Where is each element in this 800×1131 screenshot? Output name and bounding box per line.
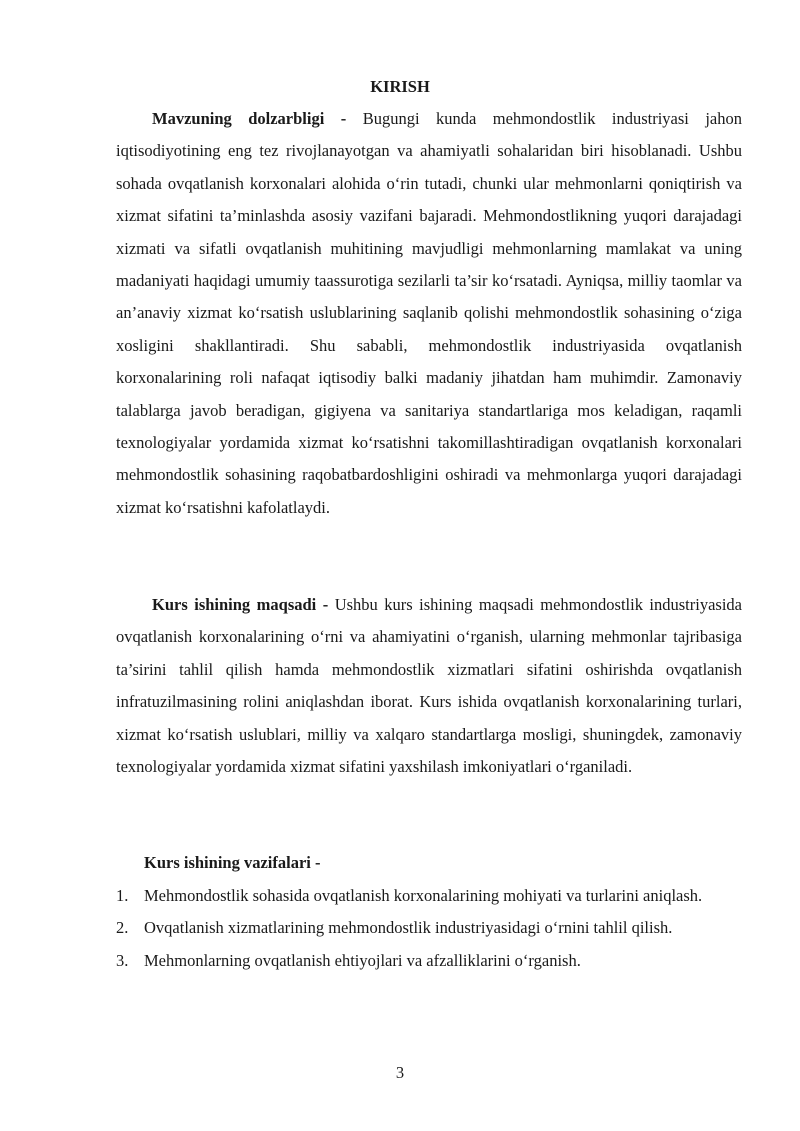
list-item-text: Ovqatlanish xizmatlarining mehmondostlik industriyasidagi o‘rnini tahlil qilish. <box>144 918 673 938</box>
tasks-list <box>116 880 742 977</box>
list-item-number: 1. <box>116 886 129 905</box>
relevance-paragraph <box>116 103 742 524</box>
tasks-title: Kurs ishining vazifalari - <box>144 853 321 872</box>
list-item-text: Mehmonlarning ovqatlanish ehtiyojlari va afzalliklarini o‘rganish. <box>144 950 581 970</box>
list-item <box>116 912 742 944</box>
relevance-text: Bugungi kunda mehmondostlik industriyasi jahon iqtisodiyotining eng tez rivojlanayotgan va ahamiyatli sohalaridan biri hisoblanadi. Ushbu sohada ovqatlanish korxonalari alohida o‘rin tutadi, chunki ular mehmonlarni qoniqtirish va xizmat sifatini ta’minlashda asosiy vazifani bajaradi. Mehmondostlikning yuqori darajadagi xizmati va sifatli ovqatlanish muhitining mavjudligi mehmonlarning mamlakat va uning madaniyati haqidagi umumiy taassurotiga sezilarli ta’sir ko‘rsatadi. Ayniqsa, milliy taomlar va an’anaviy xizmat ko‘rsatish uslublarining saqlanib qolishi mehmondostlik sohasining o‘ziga xosligini shakllantiradi. Shu sababli, mehmondostlik industriyasida ovqatlanish korxonalarining roli nafaqat iqtisodiy balki madaniy jihatdan ham muhimdir. Zamonaviy talablarga javob beradigan, gigiyena va sanitariya standartlariga mos keladigan, raqamli texnologiyalar yordamida xizmat ko‘rsatishni takomillashtiradigan ovqatlanish korxonalari mehmondostlik sohasining raqobatbardoshligini oshiradi va mehmonlarga yuqori darajadagi xizmat ko‘rsatishni kafolatlaydi. <box>116 109 742 517</box>
list-item-number: 2. <box>116 918 129 938</box>
goal-paragraph <box>116 589 742 783</box>
list-item <box>116 880 742 912</box>
goal-text: Ushbu kurs ishining maqsadi mehmondostlik industriyasida ovqatlanish korxonalarining o‘rni va ahamiyatini o‘rganish, ularning mehmonlar tajribasiga ta’sirini tahlil qilish hamda mehmondostlik xizmatlari sifatini oshirishda ovqatlanish infratuzilmasining rolini aniqlashdan iborat. Kurs ishida ovqatlanish korxonalarining turlari, xizmat ko‘rsatish uslublari, milliy va xalqaro standartlarga mosligi, shuningdek, zamonaviy texnologiyalar yordamida xizmat sifatini yaxshilash imkoniyatlari o‘rganiladi. <box>116 595 742 777</box>
list-item <box>116 945 742 977</box>
goal-label: Kurs ishining maqsadi - <box>152 595 329 614</box>
list-item-text: Mehmondostlik sohasida ovqatlanish korxonalarining mohiyati va turlarini aniqlash. <box>144 886 703 905</box>
section-heading: KIRISH <box>370 77 430 96</box>
list-item-number: 3. <box>116 950 129 970</box>
page-number: 3 <box>395 1063 405 1082</box>
relevance-label: Mavzuning dolzarbligi - <box>152 109 347 128</box>
